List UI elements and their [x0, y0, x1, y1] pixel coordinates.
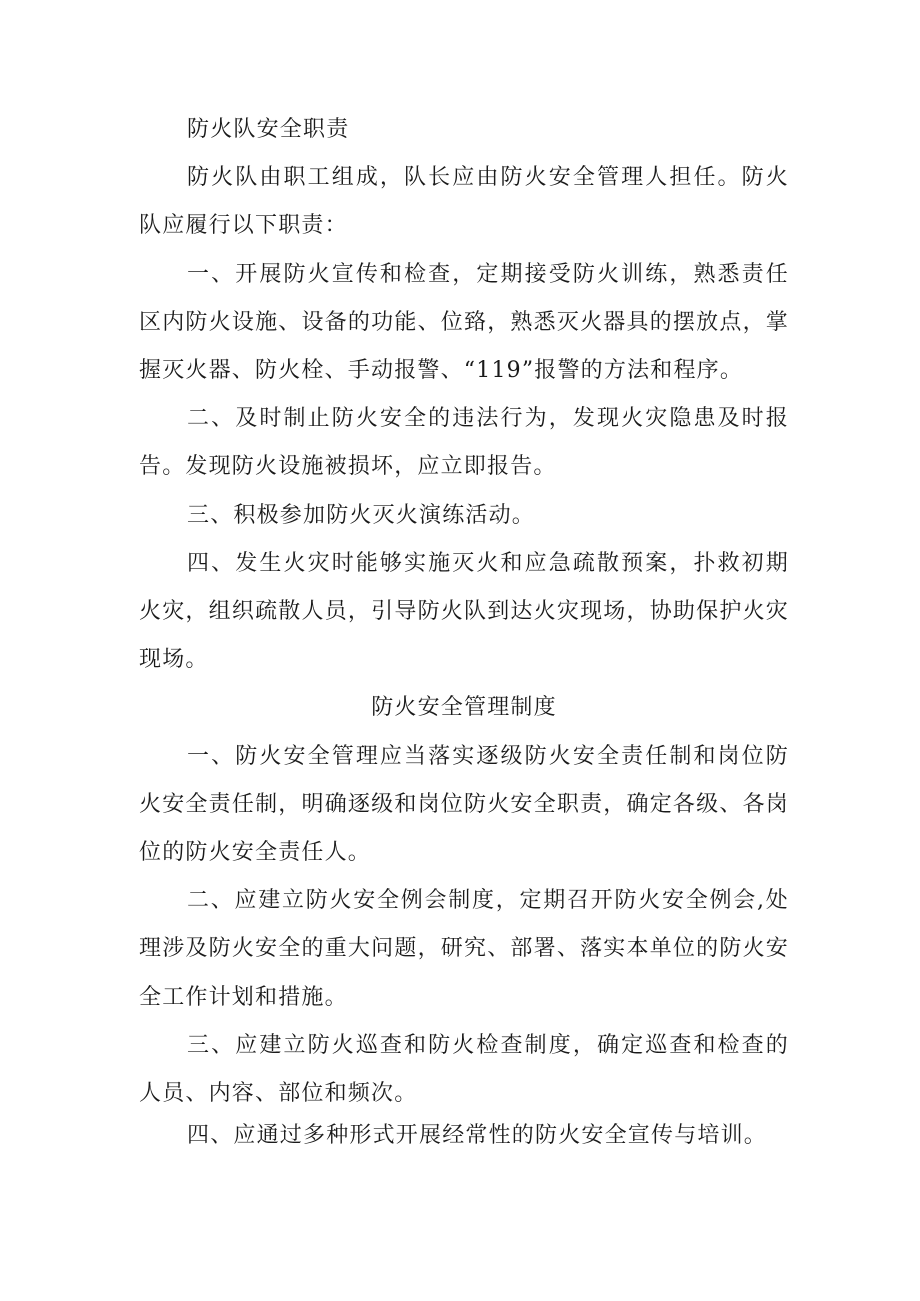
section-title-fire-team-duties: 防火队安全职责 [187, 117, 350, 142]
paragraph: 三、积极参加防火灭火演练活动。 [187, 502, 536, 528]
paragraph: 三、应建立防火巡查和防火检查制度，确定巡查和检查的人员、内容、部位和频次。 [139, 1032, 789, 1107]
paragraph: 四、发生火灾时能够实施灭火和应急疏散预案，扑救初期火灾，组织疏散人员，引导防火队到达火灾现场，协助保护火灾现场。 [139, 550, 789, 673]
paragraph: 一、防火安全管理应当落实逐级防火安全责任制和岗位防火安全责任制，明确逐级和岗位防火安全职责，确定各级、各岗位的防火安全责任人。 [139, 743, 789, 866]
document-body [139, 106, 789, 1160]
paragraph: 防火队由职工组成，队长应由防火安全管理人担任。防火队应履行以下职责： [139, 165, 789, 239]
paragraph: 一、开展防火宣传和检查，定期接受防火训练，熟悉责任区内防火设施、设备的功能、位臵，熟悉灭火器具的摆放点，掌握灭火器、防火栓、手动报警、“119”报警的方法和程序。 [139, 261, 789, 384]
section-title-fire-safety-management: 防火安全管理制度 [371, 695, 557, 721]
paragraph: 二、应建立防火安全例会制度，定期召开防火安全例会,处理涉及防火安全的重大问题，研究、部署、落实本单位的防火安全工作计划和措施。 [139, 888, 789, 1010]
paragraph: 四、应通过多种形式开展经常性的防火安全宣传与培训。 [187, 1123, 768, 1149]
paragraph: 二、及时制止防火安全的违法行为，发现火灾隐患及时报告。发现防火设施被损坏，应立即报告。 [139, 406, 789, 480]
